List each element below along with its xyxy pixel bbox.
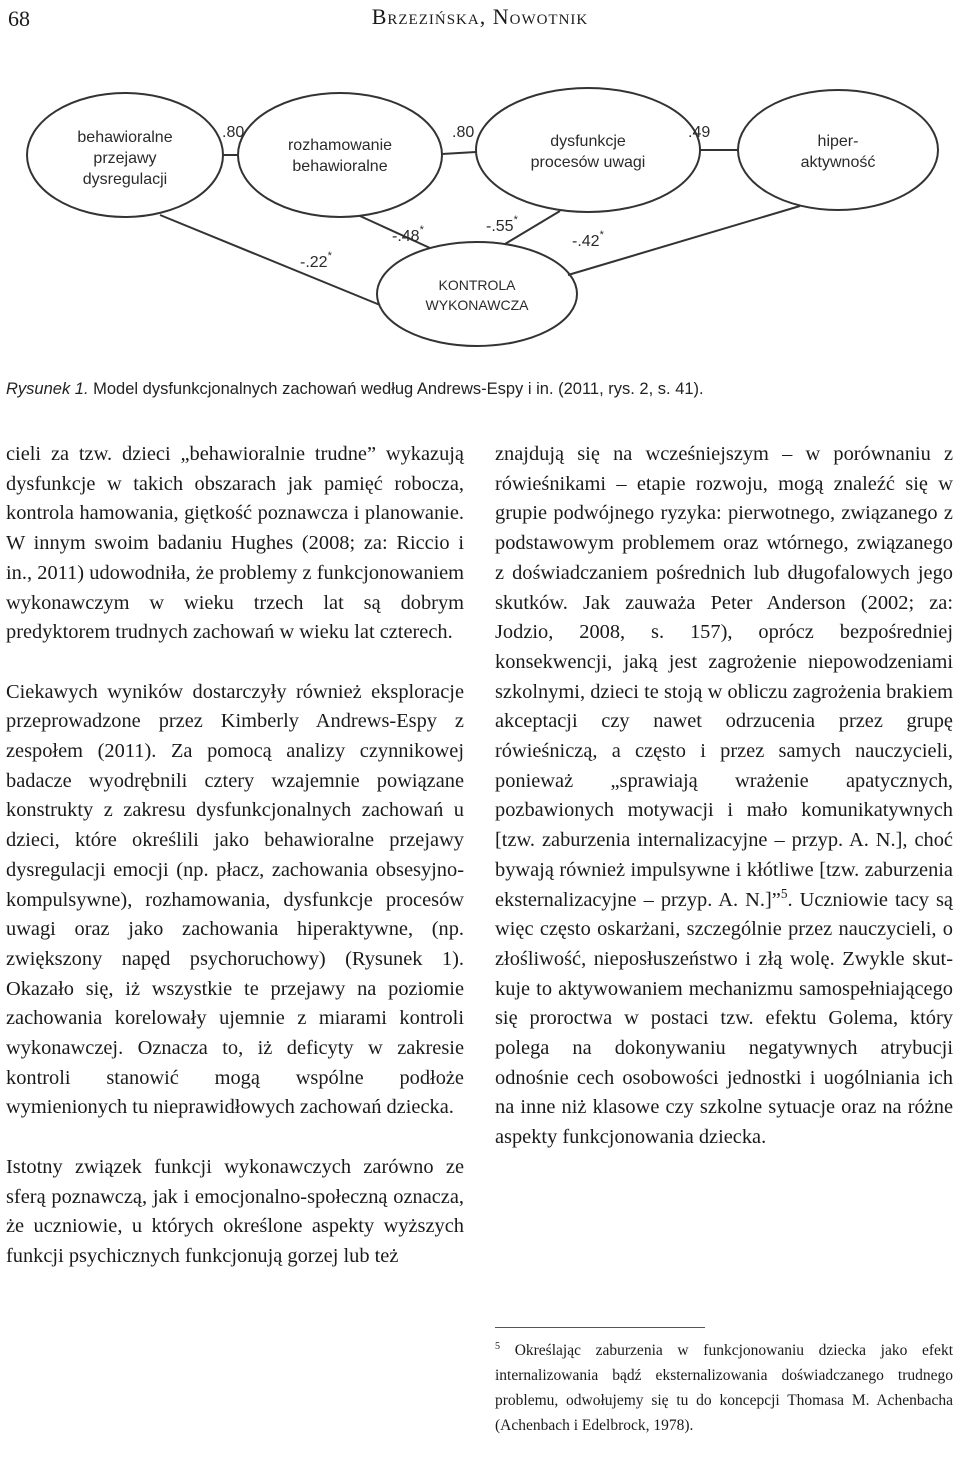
footnote-number: 5: [495, 1340, 501, 1352]
footnote-reference: 5: [780, 885, 788, 901]
coefficient-attention-executive-sig: *: [513, 214, 518, 226]
model-diagram: [0, 70, 960, 370]
node-executive-ellipse: [377, 242, 577, 346]
node-attention-ellipse: [476, 88, 700, 212]
coefficient-attention-executive: [486, 214, 519, 235]
node-attention-line-2: procesów uwagi: [530, 154, 646, 171]
left-paragraph-1: cieli za tzw. dzieci „behawioralnie trudne” wykazują dysfunkcje w takich obszarach jak pamięć robocza, kontrola hamowania, giętkość poznawcza i planowanie. W innym swoim badaniu Hughes (2008; za: Riccio i in., 2011) udowodniła, że problemy z funkcjonowaniem wykonawczym w wieku trzech lat są dobrym predyktorem trudnych zachowań w wieku lat czterech.: [6, 443, 464, 644]
coefficient-disinhibition-executive: [392, 224, 425, 245]
figure-model: [0, 70, 960, 370]
coefficient-behavioral-executive-sig: *: [327, 250, 332, 262]
footnote-text: Określając zaburzenia w funkcjonowaniu dziecka jako efekt internalizowania bądź eksternalizowania doświadczanego trudnego problemu, odwołujemy się tu do koncepcji Thomasa M. Achenbacha (Achenbach i Edelbrock, 1978).: [495, 1342, 953, 1434]
node-hyperactivity-line-2: aktywność: [800, 154, 876, 171]
figure-caption: [6, 380, 946, 399]
left-paragraph-3: Istotny związek funkcji wykonawczych zarówno ze sferą poznawczą, jak i emocjonalno-społeczną oznacza, że uczniowie, u których określone aspekty wyższych funkcji psychicznych funkcjonują gorzej lub też: [6, 1155, 464, 1267]
coefficient-behavioral-disinhibition: .80: [222, 124, 245, 141]
footnote: [495, 1338, 953, 1438]
node-attention-line-1: dysfunkcje: [550, 133, 626, 150]
node-behavioral-line-3: dysregulacji: [82, 171, 168, 188]
coefficient-hyperactivity-executive-value: -.42: [572, 233, 600, 250]
node-behavioral-line-1: behawioralne: [77, 129, 173, 146]
edge-disinhibition-attention: [442, 152, 476, 154]
edge-behavioral-executive: [160, 215, 380, 305]
coefficient-attention-hyperactivity: .49: [688, 124, 711, 141]
coefficient-behavioral-executive: [300, 250, 333, 271]
coefficient-hyperactivity-executive-sig: *: [599, 229, 604, 241]
node-executive-line-2: WYKONAWCZA: [425, 297, 529, 313]
coefficient-behavioral-executive-value: -.22: [300, 254, 328, 271]
coefficient-disinhibition-executive-value: -.48: [392, 228, 420, 245]
page-number: 68: [8, 6, 30, 31]
node-executive-line-1: KONTROLA: [438, 277, 516, 293]
right-paragraph-1-text: znajdują się na wcześniejszym – w porównaniu z rówieśnikami – etapie rozwoju, mogą znaleźć się w grupie podwójnego ryzyka: pierwotnego, związanego z podstawowym problemem oraz wtórnego, związanego z doświadczaniem pośrednich lub długofalowych jego skutków. Jak zauważa Peter Anderson (2002; za: Jodzio, 2008, s. 157), oprócz bezpośredniej konsekwencji, jaką jest zagrożenie niepowodzeniami szkolnymi, dzieci te stoją w obliczu zagrożenia brakiem akceptacji czy nawet odrzucenia przez grupę rówieśniczą, a często i przez samych nauczycieli, ponieważ „sprawiają wrażenie apatycznych, pozbawionych motywacji i mało komunikatywnych [tzw. zaburzenia internalizacyjne – przyp. A. N.], choć bywają również impulsywne i kłótliwe [tzw. zaburzenia eksternalizacyjne – przyp. A. N.]”: [495, 443, 953, 911]
coefficient-disinhibition-attention: .80: [452, 124, 475, 141]
right-column: [495, 440, 953, 1153]
right-paragraph-1: [495, 440, 953, 1153]
figure-caption-label: Rysunek 1.: [6, 380, 89, 398]
running-head: Brzezińska, Nowotnik: [371, 4, 589, 29]
coefficient-attention-executive-value: -.55: [486, 218, 514, 235]
left-paragraph-2: Ciekawych wyników dostarczyły również eksploracje przeprowadzone przez Kimberly Andrews-Espy z zespołem (2011). Za pomocą analizy czynnikowej badacze wyodrębnili cztery wzajemnie powiązane konstrukty z zakresu dysfunkcjonalnych zachowań u dzieci, które określili jako behawioralne przejawy dysregulacji emocji (np. płacz, zachowania obsesyjno-kompulsywne), rozhamowania, dysfunkcje procesów uwagi oraz jako zachowania hiperaktywne, (np. zwiększony napęd psychoruchowy) (Rysunek 1). Okazało się, iż wszystkie te przejawy na poziomie zachowania korelowały ujemnie z miarami kontroli wykonawczej. Oznacza to, iż deficyty w zakresie kontroli stanowić mogą wspólne podłoże wymienionych tu nieprawidłowych zachowań dziecka.: [6, 680, 464, 1119]
right-paragraph-1-end: . Uczniowie tacy są więc często oskarżani, szczególnie przez nauczycieli, o złośliwość, nieposłuszeństwo i złą wolę. Zwykle skutkuje to aktywowaniem mechanizmu samospełniającego się proroctwa w postaci tzw. efektu Golema, który polega na dokonywaniu negatywnych atrybucji odnośnie cech osobowości jednostki i uogólniania ich na inne niż klasowe czy szkolne sytuacje oraz na różne aspekty funkcjonowania dziecka.: [495, 888, 953, 1149]
node-disinhibition-line-2: behawioralne: [292, 158, 388, 175]
coefficient-hyperactivity-executive: [572, 229, 605, 250]
left-column: [6, 440, 464, 1272]
node-disinhibition-ellipse: [238, 93, 442, 217]
node-hyperactivity-ellipse: [738, 90, 938, 210]
coefficient-disinhibition-executive-sig: *: [419, 224, 424, 236]
footnote-rule: [495, 1327, 705, 1328]
node-behavioral-line-2: przejawy: [93, 150, 157, 167]
node-disinhibition-line-1: rozhamowanie: [287, 137, 393, 154]
node-hyperactivity-line-1: hiper-: [817, 133, 859, 150]
figure-caption-text: Model dysfunkcjonalnych zachowań według Andrews-Espy i in. (2011, rys. 2, s. 41).: [88, 380, 704, 398]
